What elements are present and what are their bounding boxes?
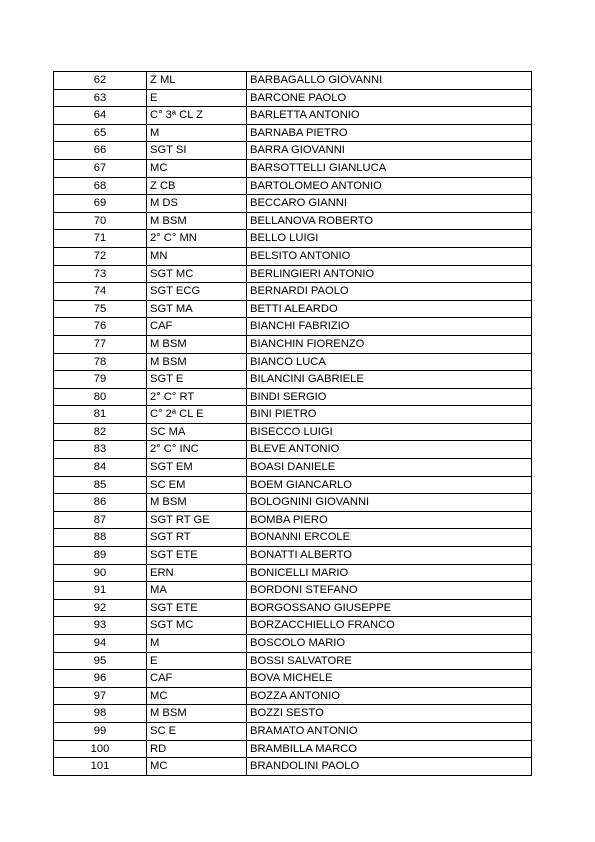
row-number-cell: 71 <box>54 230 147 248</box>
row-number-cell: 64 <box>54 107 147 125</box>
rank-cell: SGT MA <box>147 300 247 318</box>
rank-cell: SGT E <box>147 371 247 389</box>
rank-cell: M BSM <box>147 494 247 512</box>
name-cell: BONATTI ALBERTO <box>247 547 532 565</box>
table-row <box>54 124 532 142</box>
rank-cell: MC <box>147 159 247 177</box>
row-number-cell: 90 <box>54 564 147 582</box>
table-row <box>54 107 532 125</box>
table-row <box>54 371 532 389</box>
row-number-cell: 88 <box>54 529 147 547</box>
rank-cell: CAF <box>147 318 247 336</box>
row-number-cell: 93 <box>54 617 147 635</box>
table-row <box>54 72 532 90</box>
row-number-cell: 89 <box>54 547 147 565</box>
rank-cell: SGT RT <box>147 529 247 547</box>
row-number-cell: 63 <box>54 89 147 107</box>
table-row <box>54 89 532 107</box>
row-number-cell: 66 <box>54 142 147 160</box>
row-number-cell: 97 <box>54 687 147 705</box>
row-number-cell: 78 <box>54 353 147 371</box>
table-row <box>54 705 532 723</box>
rank-cell: E <box>147 652 247 670</box>
table-row <box>54 230 532 248</box>
rank-cell: SGT ECG <box>147 283 247 301</box>
table-row <box>54 212 532 230</box>
table-row <box>54 687 532 705</box>
rank-cell: SGT RT GE <box>147 511 247 529</box>
table-row <box>54 582 532 600</box>
row-number-cell: 62 <box>54 72 147 90</box>
table-row <box>54 335 532 353</box>
row-number-cell: 92 <box>54 599 147 617</box>
name-cell: BARLETTA ANTONIO <box>247 107 532 125</box>
rank-cell: M BSM <box>147 212 247 230</box>
table-row <box>54 318 532 336</box>
name-cell: BARNABA PIETRO <box>247 124 532 142</box>
name-cell: BERLINGIERI ANTONIO <box>247 265 532 283</box>
name-cell: BECCARO GIANNI <box>247 195 532 213</box>
name-cell: BOZZA ANTONIO <box>247 687 532 705</box>
name-cell: BORZACCHIELLO FRANCO <box>247 617 532 635</box>
row-number-cell: 99 <box>54 722 147 740</box>
name-cell: BOVA MICHELE <box>247 670 532 688</box>
rank-cell: ERN <box>147 564 247 582</box>
row-number-cell: 94 <box>54 635 147 653</box>
rank-cell: SGT MC <box>147 265 247 283</box>
name-cell: BOEM GIANCARLO <box>247 476 532 494</box>
roster-table-body <box>54 72 532 776</box>
rank-cell: SGT ETE <box>147 547 247 565</box>
name-cell: BARRA GIOVANNI <box>247 142 532 160</box>
table-row <box>54 758 532 776</box>
row-number-cell: 75 <box>54 300 147 318</box>
table-row <box>54 195 532 213</box>
row-number-cell: 68 <box>54 177 147 195</box>
name-cell: BIANCO LUCA <box>247 353 532 371</box>
row-number-cell: 81 <box>54 406 147 424</box>
name-cell: BELSITO ANTONIO <box>247 247 532 265</box>
name-cell: BOSSI SALVATORE <box>247 652 532 670</box>
name-cell: BRANDOLINI PAOLO <box>247 758 532 776</box>
name-cell: BETTI ALEARDO <box>247 300 532 318</box>
name-cell: BONANNI ERCOLE <box>247 529 532 547</box>
row-number-cell: 84 <box>54 459 147 477</box>
rank-cell: M DS <box>147 195 247 213</box>
table-row <box>54 142 532 160</box>
rank-cell: SGT EM <box>147 459 247 477</box>
rank-cell: M <box>147 124 247 142</box>
table-row <box>54 740 532 758</box>
name-cell: BERNARDI PAOLO <box>247 283 532 301</box>
table-row <box>54 652 532 670</box>
row-number-cell: 73 <box>54 265 147 283</box>
rank-cell: SGT MC <box>147 617 247 635</box>
rank-cell: 2° C° INC <box>147 441 247 459</box>
row-number-cell: 82 <box>54 423 147 441</box>
row-number-cell: 76 <box>54 318 147 336</box>
rank-cell: MA <box>147 582 247 600</box>
rank-cell: C° 2ª CL E <box>147 406 247 424</box>
row-number-cell: 65 <box>54 124 147 142</box>
table-row <box>54 247 532 265</box>
row-number-cell: 70 <box>54 212 147 230</box>
rank-cell: M BSM <box>147 353 247 371</box>
table-row <box>54 388 532 406</box>
name-cell: BORGOSSANO GIUSEPPE <box>247 599 532 617</box>
table-row <box>54 494 532 512</box>
row-number-cell: 79 <box>54 371 147 389</box>
name-cell: BLEVE ANTONIO <box>247 441 532 459</box>
table-row <box>54 635 532 653</box>
rank-cell: MC <box>147 687 247 705</box>
rank-cell: M BSM <box>147 705 247 723</box>
rank-cell: SC EM <box>147 476 247 494</box>
name-cell: BORDONI STEFANO <box>247 582 532 600</box>
rank-cell: MN <box>147 247 247 265</box>
table-row <box>54 564 532 582</box>
row-number-cell: 95 <box>54 652 147 670</box>
table-row <box>54 529 532 547</box>
rank-cell: Z ML <box>147 72 247 90</box>
name-cell: BINDI SERGIO <box>247 388 532 406</box>
row-number-cell: 74 <box>54 283 147 301</box>
rank-cell: SGT ETE <box>147 599 247 617</box>
row-number-cell: 96 <box>54 670 147 688</box>
table-row <box>54 511 532 529</box>
name-cell: BINI PIETRO <box>247 406 532 424</box>
table-row <box>54 177 532 195</box>
table-row <box>54 476 532 494</box>
table-row <box>54 722 532 740</box>
table-row <box>54 599 532 617</box>
name-cell: BIANCHIN FIORENZO <box>247 335 532 353</box>
name-cell: BOASI DANIELE <box>247 459 532 477</box>
name-cell: BILANCINI GABRIELE <box>247 371 532 389</box>
name-cell: BRAMBILLA MARCO <box>247 740 532 758</box>
rank-cell: RD <box>147 740 247 758</box>
table-row <box>54 441 532 459</box>
name-cell: BELLANOVA ROBERTO <box>247 212 532 230</box>
rank-cell: MC <box>147 758 247 776</box>
rank-cell: Z CB <box>147 177 247 195</box>
table-row <box>54 265 532 283</box>
table-row <box>54 406 532 424</box>
table-row <box>54 547 532 565</box>
name-cell: BOZZI SESTO <box>247 705 532 723</box>
row-number-cell: 77 <box>54 335 147 353</box>
name-cell: BOLOGNINI GIOVANNI <box>247 494 532 512</box>
name-cell: BISECCO LUIGI <box>247 423 532 441</box>
name-cell: BARCONE PAOLO <box>247 89 532 107</box>
name-cell: BARSOTTELLI GIANLUCA <box>247 159 532 177</box>
table-row <box>54 670 532 688</box>
rank-cell: SGT SI <box>147 142 247 160</box>
name-cell: BOMBA PIERO <box>247 511 532 529</box>
row-number-cell: 91 <box>54 582 147 600</box>
rank-cell: 2° C° RT <box>147 388 247 406</box>
name-cell: BRAMATO ANTONIO <box>247 722 532 740</box>
rank-cell: M BSM <box>147 335 247 353</box>
name-cell: BONICELLI MARIO <box>247 564 532 582</box>
table-row <box>54 459 532 477</box>
rank-cell: CAF <box>147 670 247 688</box>
row-number-cell: 100 <box>54 740 147 758</box>
rank-cell: M <box>147 635 247 653</box>
name-cell: BARTOLOMEO ANTONIO <box>247 177 532 195</box>
row-number-cell: 67 <box>54 159 147 177</box>
table-row <box>54 283 532 301</box>
table-row <box>54 159 532 177</box>
table-row <box>54 617 532 635</box>
name-cell: BARBAGALLO GIOVANNI <box>247 72 532 90</box>
row-number-cell: 86 <box>54 494 147 512</box>
rank-cell: SC E <box>147 722 247 740</box>
name-cell: BELLO LUIGI <box>247 230 532 248</box>
row-number-cell: 80 <box>54 388 147 406</box>
name-cell: BOSCOLO MARIO <box>247 635 532 653</box>
rank-cell: 2° C° MN <box>147 230 247 248</box>
rank-cell: E <box>147 89 247 107</box>
row-number-cell: 85 <box>54 476 147 494</box>
table-row <box>54 300 532 318</box>
row-number-cell: 98 <box>54 705 147 723</box>
rank-cell: SC MA <box>147 423 247 441</box>
table-row <box>54 423 532 441</box>
row-number-cell: 87 <box>54 511 147 529</box>
rank-cell: C° 3ª CL Z <box>147 107 247 125</box>
row-number-cell: 69 <box>54 195 147 213</box>
row-number-cell: 101 <box>54 758 147 776</box>
table-row <box>54 353 532 371</box>
row-number-cell: 83 <box>54 441 147 459</box>
row-number-cell: 72 <box>54 247 147 265</box>
name-cell: BIANCHI FABRIZIO <box>247 318 532 336</box>
roster-table <box>53 71 532 776</box>
